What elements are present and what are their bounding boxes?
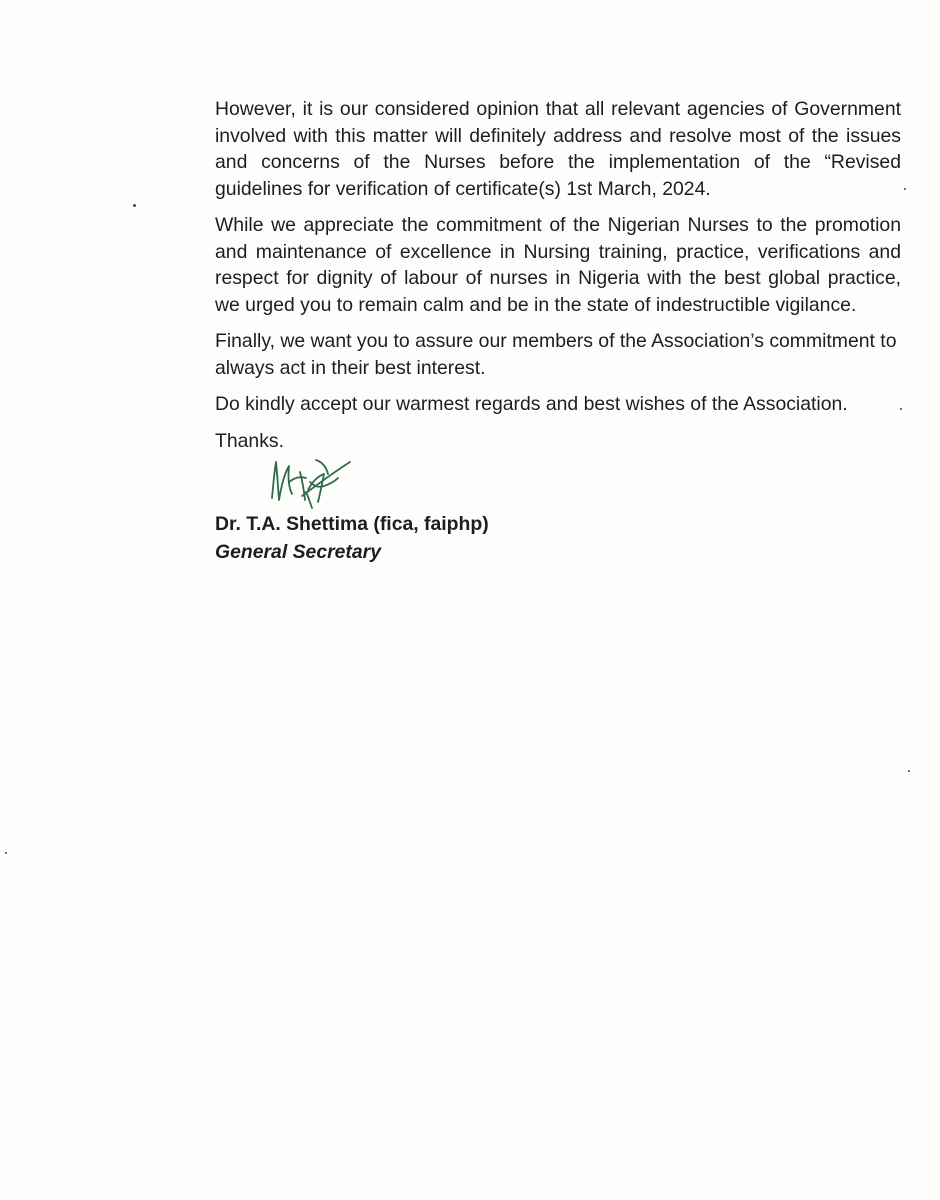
scan-speck bbox=[908, 770, 910, 772]
paragraph-commitment: While we appreciate the commitment of the Nigerian Nurses to the promotion and maintenance of excellence in Nursing training, practice, verifications and respect for dignity of labour of nurses in Nigeria with the best global practice, we urged you to remain calm and be in the state of indestructible vigilance. bbox=[215, 214, 901, 316]
signatory-block bbox=[215, 510, 489, 566]
closing-thanks: Thanks. bbox=[215, 429, 284, 452]
paragraph-agencies: However, it is our considered opinion that all relevant agencies of Government involved with this matter will definitely address and resolve most of the issues and concerns of the Nurses before the implementation of the “Revised guidelines for verification of certificate(s) 1st March, 2024. bbox=[215, 98, 901, 200]
signatory-name: Dr. T.A. Shettima (fica, faiphp) bbox=[215, 513, 489, 535]
scan-speck bbox=[904, 188, 906, 190]
signatory-title: General Secretary bbox=[215, 541, 382, 563]
scan-speck bbox=[5, 852, 7, 854]
handwritten-signature bbox=[262, 452, 362, 516]
paragraph-assurance: Finally, we want you to assure our members of the Association’s commitment to always act in their best interest. bbox=[215, 330, 897, 379]
letter-body bbox=[215, 96, 901, 454]
scan-speck bbox=[900, 408, 902, 410]
scan-speck bbox=[133, 204, 136, 207]
paragraph-regards: Do kindly accept our warmest regards and best wishes of the Association. bbox=[215, 393, 848, 415]
